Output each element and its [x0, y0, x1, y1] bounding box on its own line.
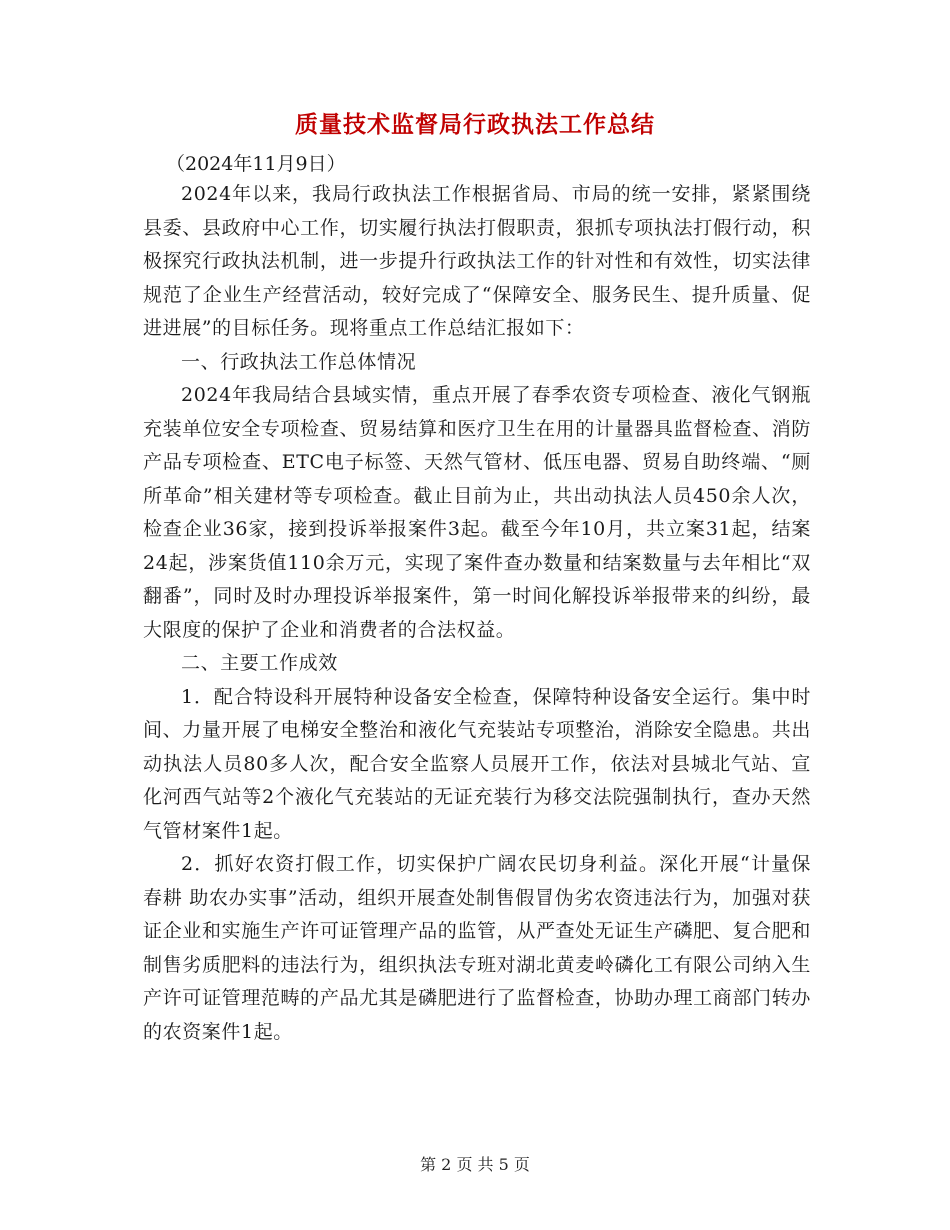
section-heading-overview: 一、行政执法工作总体情况 [181, 350, 417, 373]
paragraph-item-1: 1．配合特设科开展特种设备安全检查，保障特种设备安全运行。集中时间、力量开展了电梯安全整治和液化气充装站专项整治，消除安全隐患。共出动执法人员80多人次，配合安全监察人员展开工作，依法对县城北气站、宣化河西气站等2个液化气充装站的无证充装行为移交法院强制执行，查办天然气管材案件1起。 [143, 685, 811, 842]
section-heading-achievements: 二、主要工作成效 [181, 652, 338, 674]
paragraph-intro: 2024年以来，我局行政执法工作根据省局、市局的统一安排，紧紧围绕县委、县政府中心工作，切实履行执法打假职责，狠抓专项执法打假行动，积极探究行政执法机制，进一步提升行政执法工作的针对性和有效性，切实法律规范了企业生产经营活动，较好完成了“保障安全、服务民生、提升质量、促进进展”的目标任务。现将重点工作总结汇报如下： [143, 183, 811, 339]
page-number-footer: 第 2 页 共 5 页 [420, 1155, 530, 1174]
document-body [143, 178, 811, 1049]
paragraph-item-2: 2．抓好农资打假工作，切实保护广阔农民切身利益。深化开展“计量保春耕 助农办实事”活动，组织开展查处制售假冒伪劣农资违法行为，加强对获证企业和实施生产许可证管理产品的监管，从严查处无证生产磷肥、复合肥和制售劣质肥料的违法行为，组织执法专班对湖北黄麦岭磷化工有限公司纳入生产许可证管理范畴的产品尤其是磷肥进行了监督检查，协助办理工商部门转办的农资案件1起。 [143, 853, 811, 1043]
page-title: 质量技术监督局行政执法工作总结 [295, 111, 655, 138]
document-date: （2024年11月9日） [166, 153, 346, 175]
paragraph-overview: 2024年我局结合县域实情，重点开展了春季农资专项检查、液化气钢瓶充装单位安全专项检查、贸易结算和医疗卫生在用的计量器具监督检查、消防产品专项检查、ETC电子标签、天然气管材、低压电器、贸易自助终端、“厕所革命”相关建材等专项检查。截止目前为止，共出动执法人员450余人次，检查企业36家，接到投诉举报案件3起。截至今年10月，共立案31起，结案24起，涉案货值110余万元，实现了案件查办数量和结案数量与去年相比“双翻番”，同时及时办理投诉举报案件，第一时间化解投诉举报带来的纠纷，最大限度的保护了企业和消费者的合法权益。 [143, 384, 811, 641]
